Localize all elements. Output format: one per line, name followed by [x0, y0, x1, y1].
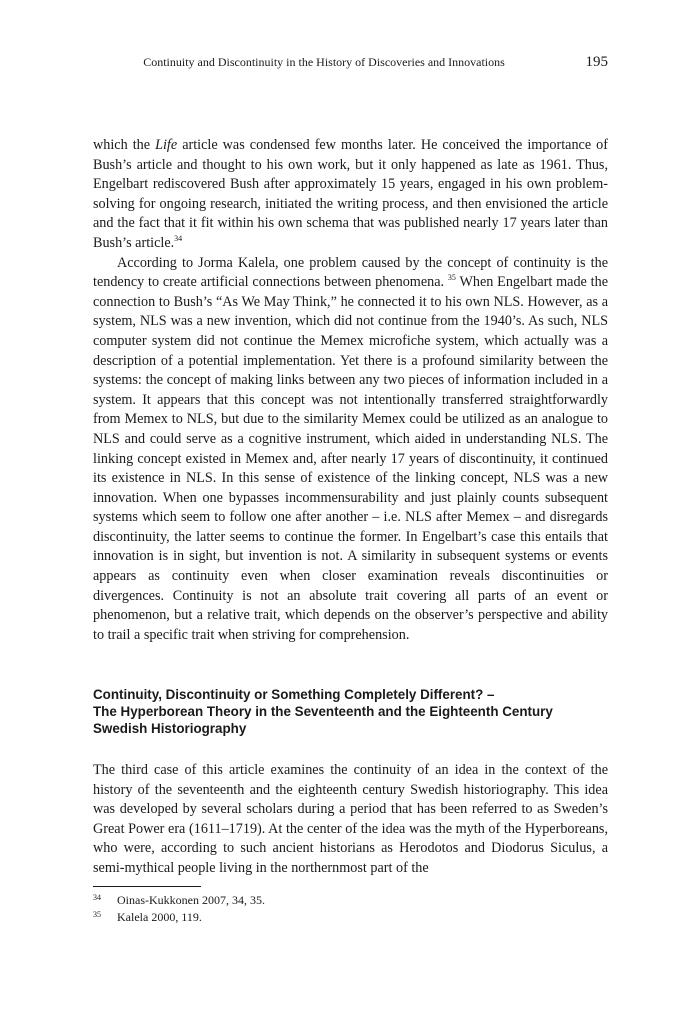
- footnote-text: Kalela 2000, 119.: [117, 910, 202, 924]
- section-text: [93, 761, 608, 879]
- paragraph-text: which the: [93, 137, 156, 153]
- footnote: [93, 892, 608, 909]
- page-number: 195: [585, 54, 608, 70]
- paragraph-text: According to Jorma Kalela, one problem caused by the concept of continuity is the tendency to create artificial connections between phenomena.: [93, 254, 608, 291]
- paragraph-text: When Engelbart made the connection to Bush’s “As We May Think,” he connected it to his own NLS. However, as a system, NLS was a new invention, which did not continue from the 1940’s. As such, NLS computer system did not continue the Memex microfiche system, which actually was a description of a potential implementation. Yet there is a profound similarity between the systems: the concept of making links between any two pieces of information included in a system. It appears that this concept was not intentionally transferred straightforwardly from Memex to NLS, but due to the similarity Memex could be utilized as an analogue to NLS and could serve as a cognitive instrument, which aided in understanding NLS. The linking concept existed in Memex and, after nearly 17 years of discontinuity, it continued its existence in NLS. In this sense of existence of the linking concept, NLS was a new innovation. When one bypasses incommensurability and just plainly counts subsequent systems which seem to follow one after another – i.e. NLS after Memex – and disregards discontinuity, the latter seems to continue the former. In Engelbart’s case this entails that innovation is in sight, but invention is not. A similarity in subsequent systems or events appears as continuity even when closer examination reveals discontinuities or divergences. Continuity is not an absolute trait covering all parts of an event or phenomenon, but a relative trait, which depends on the observer’s perspective and ability to trail a specific trait when striving for comprehension.: [93, 274, 609, 643]
- footnotes: [93, 892, 608, 926]
- italic-title: Life: [155, 137, 178, 153]
- paragraph-continued: [93, 136, 608, 254]
- footnote-ref: 34: [174, 233, 183, 243]
- body-text: [93, 136, 608, 645]
- paragraph-kalela: [93, 254, 608, 646]
- footnote-number: 35: [93, 910, 101, 919]
- footnote-text: Oinas-Kukkonen 2007, 34, 35.: [117, 893, 265, 907]
- footnote: [93, 909, 608, 926]
- section-heading: [93, 686, 608, 737]
- footnote-ref: 35: [447, 273, 456, 283]
- heading-line: The Hyperborean Theory in the Seventeenth and the Eighteenth Century: [93, 704, 553, 719]
- paragraph-text: article was condensed few months later. He conceived the importance of Bush’s article and thought to his own work, but it only happened as late as 1961. Thus, Engelbart rediscovered Bush after approximately 15 years, engaged in his own problem-solving for ongoing research, initiated the writing process, and then envisioned the article and the fact that it fit within his own schema that was published nearly 17 years later than Bush’s article.: [93, 137, 608, 251]
- footnote-divider: [93, 886, 201, 887]
- running-title: Continuity and Discontinuity in the History of Discoveries and Innovations: [143, 55, 505, 69]
- heading-line: Continuity, Discontinuity or Something Completely Different? –: [93, 687, 495, 702]
- heading-line: Swedish Historiography: [93, 721, 247, 736]
- section-paragraph: The third case of this article examines the continuity of an idea in the context of the history of the seventeenth and the eighteenth century Swedish historiography. This idea was developed by several scholars during a period that has been referred to as Sweden’s Great Power era (1611–1719). At the center of the idea was the myth of the Hyperboreans, who were, according to such ancient historians as Herodotos and Diodorus Siculus, a semi-mythical people living in the northernmost part of the: [93, 762, 608, 876]
- footnote-number: 34: [93, 893, 101, 902]
